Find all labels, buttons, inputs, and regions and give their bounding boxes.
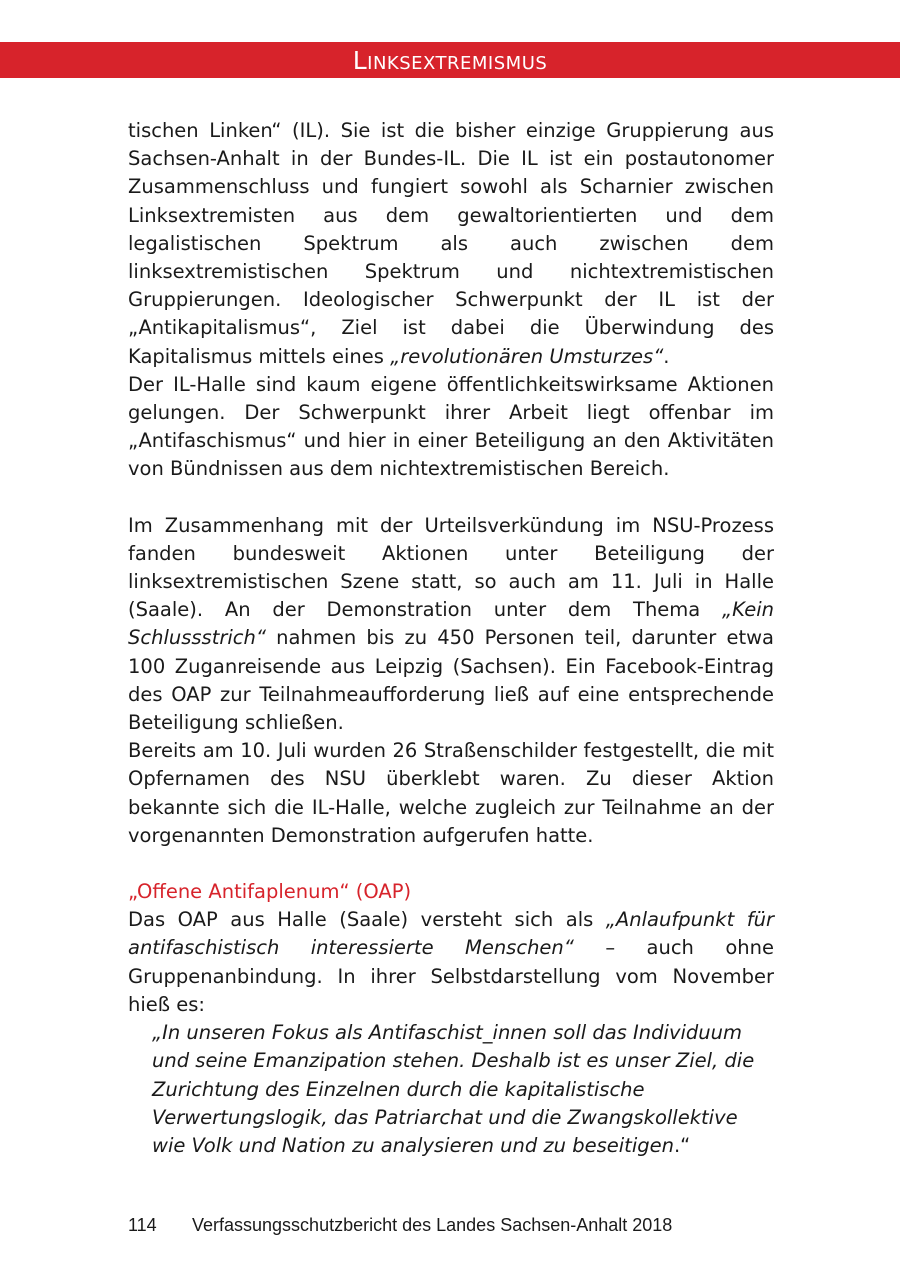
body-text [128, 117, 774, 1160]
page-section-title: Linksextremismus [352, 46, 548, 75]
paragraph-gap [128, 850, 774, 878]
section-heading-oap: „Offene Antifaplenum“ (OAP) [128, 880, 412, 904]
paragraph-il-halle: Der IL-Halle sind kaum eigene öffentlichkeitswirksame Aktionen gelungen. Der Schwerpunkt ihrer Arbeit liegt offenbar im „Antifaschismus“ und hier in einer Beteiligung an den Aktivitäten von Bündnissen aus dem nichtextremistischen Bereich. [128, 372, 774, 481]
page-number: 114 [128, 1215, 157, 1235]
paragraph-il-intro: tischen Linken“ (IL). Sie ist die bisher einzige Gruppierung aus Sachsen-Anhalt in der Bundes-IL. Die IL ist ein postautonomer Zusammenschluss und fungiert sowohl als Scharnier zwischen Linksextremisten aus dem gewaltorientierten und dem legalistischen Spektrum als auch zwischen dem linksextremistischen Spektrum und nichtextremistischen Gruppierungen. Ideologischer Schwerpunkt der IL ist der „Antikapitalismus“, Ziel ist dabei die Überwindung des Kapitalismus mittels eines „revolutionären Umsturzes“. [128, 119, 774, 368]
paragraph-oap: Das OAP aus Halle (Saale) versteht sich als „Anlaufpunkt für antifaschistisch interessierte Menschen“ – auch ohne Gruppenanbindung. In ihrer Selbstdarstellung vom November hieß es: [128, 908, 774, 1016]
page-footer [128, 1214, 672, 1236]
paragraph-street-signs: Bereits am 10. Juli wurden 26 Straßenschilder festgestellt, die mit Opfernamen des NSU überklebt waren. Zu dieser Aktion bekannte sich die IL-Halle, welche zugleich zur Teilnahme an der vorgenannten Demonstration aufgerufen hatte. [128, 739, 774, 847]
footer-title: Verfassungsschutzbericht des Landes Sachsen-Anhalt 2018 [192, 1215, 673, 1235]
quote-oap: „In unseren Fokus als Antifaschist_innen soll das Individuum und seine Emanzipation stehen. Deshalb ist es unser Ziel, die Zurichtung des Einzelnen durch die kapitalistische Verwertungslogik, das Patriarchat und die Zwangskollektive wie Volk und Nation zu analysieren und zu beseitigen.“ [152, 1021, 755, 1157]
paragraph-nsu-demo: Im Zusammenhang mit der Urteilsverkündung im NSU-Prozess fanden bundesweit Aktionen unter Beteiligung der linksextremistischen Szene statt, so auch am 11. Juli in Halle (Saale). An der Demonstration unter dem Thema „Kein Schlussstrich“ nahmen bis zu 450 Personen teil, darunter etwa 100 Zuganreisende aus Leipzig (Sachsen). Ein Facebook-Eintrag des OAP zur Teilnahmeaufforderung ließ auf eine entsprechende Beteiligung schließen. [128, 513, 774, 735]
paragraph-gap [128, 484, 774, 512]
